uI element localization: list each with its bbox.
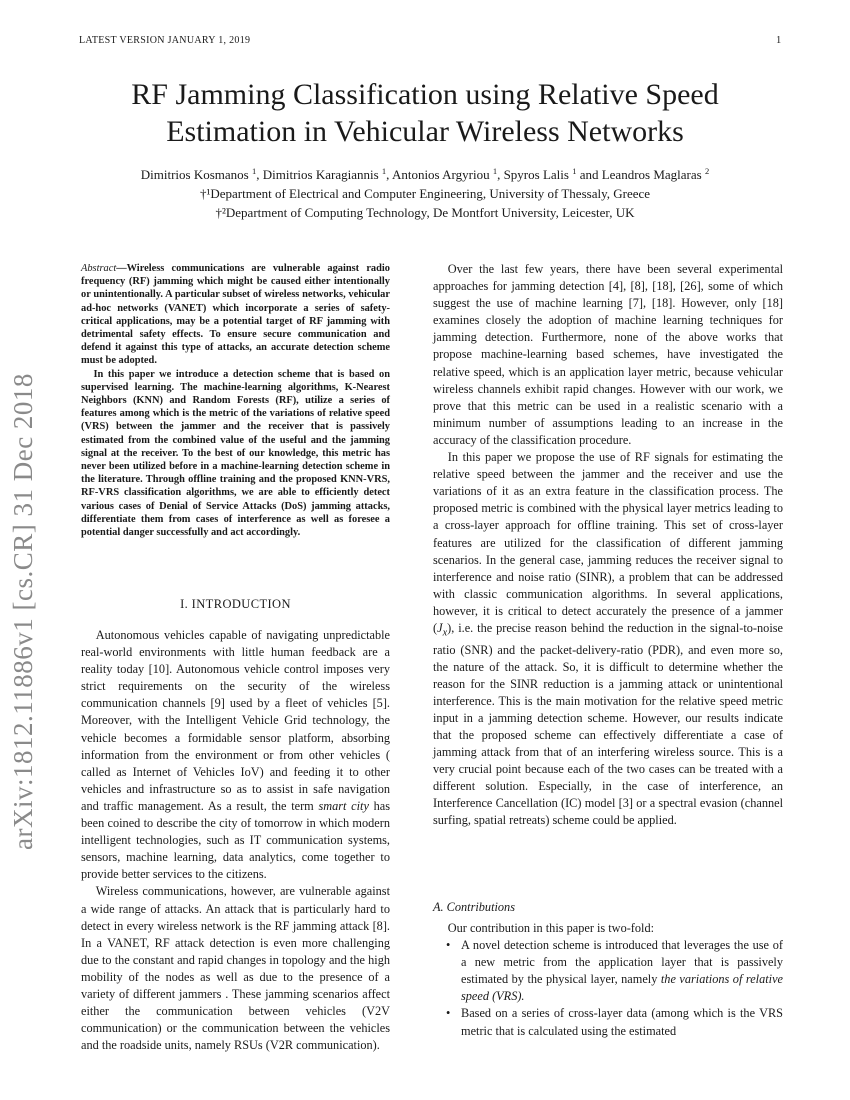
intro-text-1a: Autonomous vehicles capable of navigating unpredictable real-world environments with little human feedback are a reality today [10]. Autonomous vehicle control imposes very strict requirements on the security of the wireless communication channels [9] used by a fleet of vehicles [5]. Moreover, with the Intelligent Vehicle Grid technology, the vehicle becomes a formidable sensor platform, absorbing information from the environment or from other vehicles ( called as Internet of Vehicles IoV) and feeding it to other vehicles and infrastructure so as to assist in safe navigation and traffic management. As a result, the term — [81, 628, 390, 813]
subsection-heading-contributions: A. Contributions — [433, 900, 515, 914]
author-block — [0, 162, 850, 222]
affiliation-2: †²Department of Computing Technology, De Montfort University, Leicester, UK — [215, 205, 635, 220]
intro-paragraph-2: Wireless communications, however, are vulnerable against a wide range of attacks. An attack that is particularly hard to detect in every wireless network is the RF jamming attack [8]. In a VANET, RF attack detection is even more challenging due to the constant and rapid changes in topology and the high mobility of the nodes as well as due to the presence of a variety of different jammers . These jamming scenarios affect either the communication between vehicles (V2V communication) or the communication between the vehicles and the roadside units, namely RSUs (V2R communication). — [81, 884, 390, 1053]
intro-paragraph-1 — [81, 627, 390, 883]
author-name: and Leandros Maglaras — [576, 167, 702, 182]
right-paragraph-1: Over the last few years, there have been several experimental approaches for jamming detection [4], [8], [18], [26], some of which suggest the use of machine learning [7], [18]. However, only [18] examines closely the adoption of machine learning techniques for jamming detection. Furthermore, none of the above works that propose machine-learning based schemes, have investigated the relative speed, which is an application layer metric, because vehicular wireless channels exhibit rapid changes. However with our work, we prove that this metric can be used in a realistic scenario with a minimum number of assumptions leading to an increase in the accuracy of the classification procedure. — [433, 262, 783, 447]
affiliation-mark: 2 — [704, 166, 710, 176]
intro-text-1b: has been coined to describe the city of tomorrow in which modern intelligent technologies, such as IT communication systems, sensors, machine learning, data analytics, come together to provide better services to the citizens. — [81, 798, 390, 882]
abstract-text-1: —Wireless communications are vulnerable against radio frequency (RF) jamming which might be caused either intentionally or unintentionally. A particular subset of wireless networks, vehicular ad-hoc networks (VANET) which incorporate a series of safety-critical applications, may be a potential target of RF jamming with detrimental safety effects. To ensure secure communication and defend it against this type of attacks, an accurate detection scheme must be adopted. — [81, 263, 390, 367]
author-name: , Antonios Argyriou — [386, 167, 490, 182]
running-head: LATEST VERSION JANUARY 1, 2019 — [79, 35, 251, 46]
vrs-term: the variations of relative speed (VRS). — [461, 972, 783, 1004]
contributions-body — [433, 920, 783, 1040]
abstract-paragraph-1 — [81, 262, 390, 368]
abstract-paragraph-2: In this paper we introduce a detection scheme that is based on supervised learning. The machine-learning algorithms, K-Nearest Neighbors (KNN) and Random Forests (RF), utilize a series of features among which is the metric of the variations of relative speed (VRS) between the jammer and the receiver that is passively estimated from the combined value of the useful and the jamming signal at the receiver. To the best of our knowledge, this metric has never been utilized before in a machine-learning detection scheme in the literature. Through offline training and the proposed KNN-VRS, RF-VRS classification algorithms, we are able to efficiently detect various cases of Denial of Service Attacks (DoS) jamming attacks, differentiate them from cases of interference as well as foresee a potential danger successfully and act accordingly. — [81, 368, 390, 539]
smart-city-term: smart city — [318, 798, 369, 813]
affiliation-mark: 1 — [492, 166, 498, 176]
title-line-1: RF Jamming Classification using Relative Speed — [131, 78, 719, 111]
introduction-body — [81, 627, 390, 1054]
abstract — [81, 262, 390, 539]
affiliation-mark: 1 — [572, 166, 577, 176]
paper-title — [0, 76, 850, 150]
contribution-item: • Based on a series of cross-layer data (among which is the VRS metric that is calculated using the estimated — [433, 1005, 783, 1039]
affiliation-1: †¹Department of Electrical and Computer Engineering, University of Thessaly, Greece — [199, 186, 651, 201]
jammer-symbol: J — [437, 620, 443, 635]
right-column-body — [433, 261, 783, 830]
abstract-label: Abstract — [81, 263, 117, 274]
author-list — [0, 162, 850, 184]
affiliation-mark: 1 — [252, 166, 257, 176]
title-line-2: Estimation in Vehicular Wireless Networks — [166, 115, 684, 148]
contribution-item — [433, 937, 783, 1005]
section-heading-introduction: I. INTRODUCTION — [180, 597, 291, 611]
right-paragraph-2 — [433, 449, 783, 830]
right-text-2b: ), i.e. the precise reason behind the reduction in the signal-to-noise ratio (SNR) and the packet-delivery-ratio (PDR), and even more so, the nature of the attack. So, it is difficult to determine whether the reason for the SINR reduction is a jamming attack or unintentional interference. This is the main motivation for the relative speed metric input in a jamming detection scheme. However, our results indicate that the proposed scheme can effectively differentiate a case of jamming attack from that of an interfering wireless source. This is a very crucial point because each of the two cases can be treated with a different solution. Especially, in the case of interference, an Interference Cancellation (IC) model [3] or a spectral evasion (channel surfing, spatial retreats) scheme could be applied. — [433, 620, 783, 828]
arxiv-identifier-stamp: arXiv:1812.11886v1 [cs.CR] 31 Dec 2018 — [8, 373, 38, 850]
author-name: , Dimitrios Karagiannis — [256, 167, 379, 182]
right-text-2a: In this paper we propose the use of RF signals for estimating the relative speed between the jammer and the receiver and use the variations of it as an extra feature in the classification process. The proposed metric is combined with the physical layer metrics leading to a cross-layer approach for offline training. This set of cross-layer features are utilized for the classification of different jamming scenarios. In the general case, jamming reduces the receiver signal to interference and noise ratio (SINR), a problem that can be addressed with classic communication algorithms. In several applications, however, it is critical to detect accurately the presence of a jammer ( — [433, 450, 783, 635]
jammer-subscript: x — [442, 627, 448, 639]
page-number: 1 — [776, 35, 782, 46]
author-name: , Spyros Lalis — [497, 167, 569, 182]
author-name: Dimitrios Kosmanos — [140, 167, 249, 182]
contributions-list — [433, 937, 783, 1040]
contribution-text-1a: A novel detection scheme is introduced that leverages the use of a new metric from the application layer that is passively estimated by the physical layer, namely — [461, 938, 783, 987]
contributions-intro: Our contribution in this paper is two-fold: — [447, 921, 655, 935]
affiliation-mark: 1 — [381, 166, 387, 176]
